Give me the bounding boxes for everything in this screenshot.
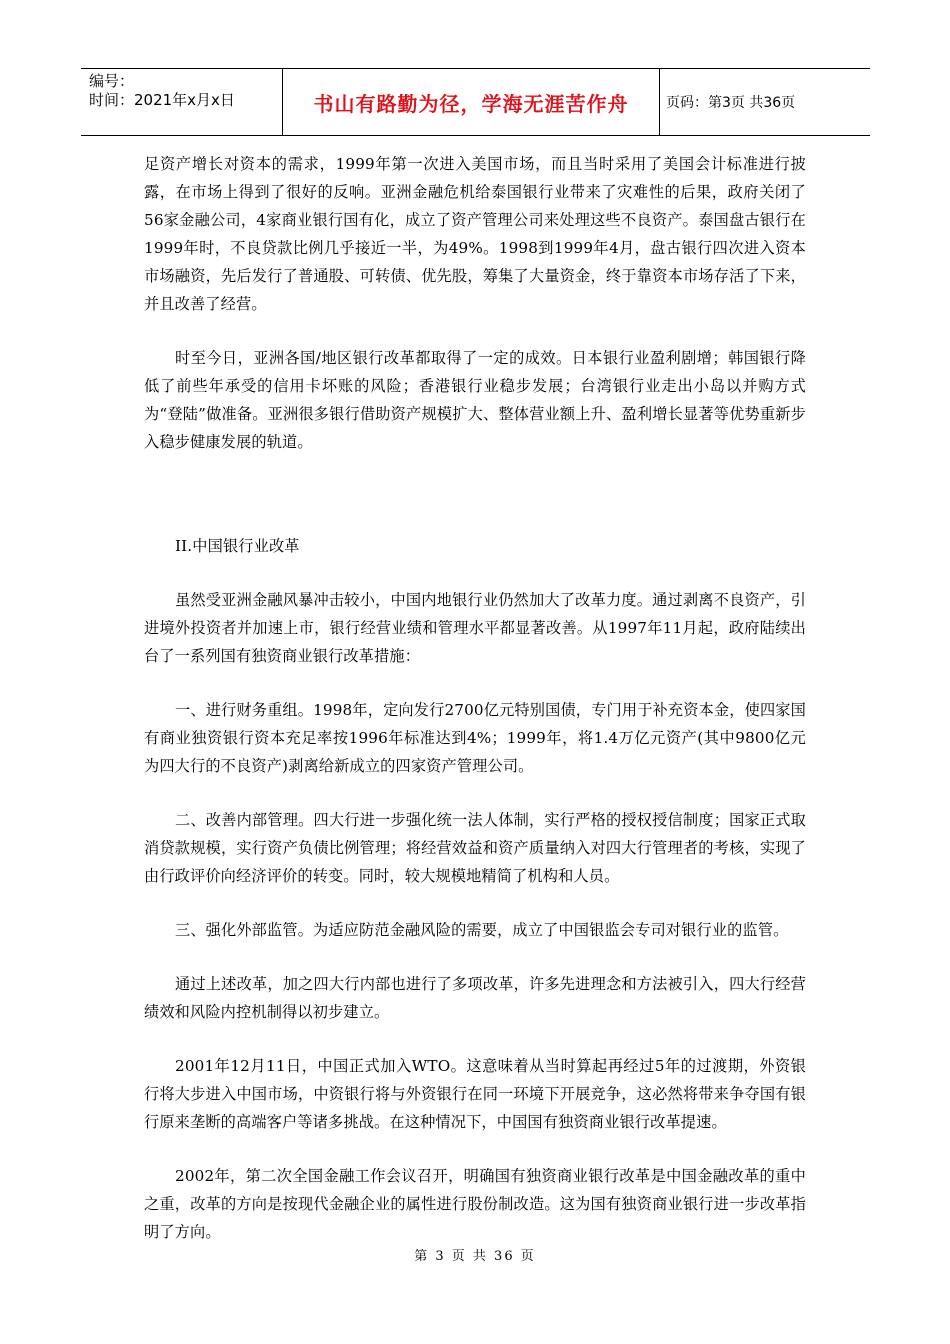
paragraph-2002-conference: 2002年，第二次全国金融工作会议召开，明确国有独资商业银行改革是中国金融改革的重中之重，改革的方向是按现代金融企业的属性进行股份制改造。这为国有独资商业银行进一步改革指明了方向。	[144, 1167, 806, 1241]
header-page-number: 页码：第3页 共36页	[666, 95, 796, 111]
paragraph-reform-summary: 通过上述改革，加之四大行内部也进行了多项改革，许多先进理念和方法被引入，四大行经营绩效和风险内控机制得以初步建立。	[144, 975, 806, 1021]
header-motto: 书山有路勤为径，学海无涯苦作舟	[283, 69, 660, 135]
section-gap	[144, 482, 806, 532]
paragraph-external-supervision: 三、强化外部监管。为适应防范金融风险的需要，成立了中国银监会专司对银行业的监管。	[175, 921, 789, 939]
paragraph-continuation: 足资产增长对资本的需求，1999年第一次进入美国市场，而且当时采用了美国会计标准进行披露，在市场上得到了很好的反响。亚洲金融危机给泰国银行业带来了灾难性的后果，政府关闭了56家金融公司，4家商业银行国有化，成立了资产管理公司来处理这些不良资产。泰国盘古银行在1999年时，不良贷款比例几乎接近一半，为49%。1998到1999年4月，盘古银行四次进入资本市场融资，先后发行了普通股、可转债、优先股，筹集了大量资金，终于靠资本市场存活了下来，并且改善了经营。	[144, 155, 806, 313]
header-meta-cell	[81, 69, 283, 135]
document-body	[144, 150, 806, 1272]
document-time-label: 时间：2021年x月x日	[89, 91, 235, 109]
page-header	[81, 68, 870, 136]
paragraph-asia-results: 时至今日，亚洲各国/地区银行改革都取得了一定的成效。日本银行业盈利剧增；韩国银行降低了前些年承受的信用卡坏账的风险；香港银行业稳步发展；台湾银行业走出小岛以并购方式为“登陆”做准备。亚洲很多银行借助资产规模扩大、整体营业额上升、盈利增长显著等优势重新步入稳步健康发展的轨道。	[144, 349, 806, 451]
document-number-label: 编号：	[89, 72, 135, 90]
page-footer: 第 3 页 共 36 页	[414, 1249, 536, 1264]
paragraph-financial-restructuring: 一、进行财务重组。1998年，定向发行2700亿元特别国债，专门用于补充资本金，使四家国有商业独资银行资本充足率按1996年标准达到4%；1999年，将1.4万亿元资产(其中9800亿元为四大行的不良资产)剥离给新成立的四家资产管理公司。	[144, 701, 806, 775]
section-heading: II.中国银行业改革	[175, 537, 300, 555]
paragraph-wto-entry: 2001年12月11日，中国正式加入WTO。这意味着从当时算起再经过5年的过渡期，外资银行将大步进入中国市场，中资银行将与外资银行在同一环境下开展竞争，这必然将带来争夺国有银行原来垄断的高端客户等诸多挑战。在这种情况下，中国国有独资商业银行改革提速。	[144, 1057, 806, 1131]
paragraph-china-intro: 虽然受亚洲金融风暴冲击较小，中国内地银行业仍然加大了改革力度。通过剥离不良资产，引进境外投资者并加速上市，银行经营业绩和管理水平都显著改善。从1997年11月起，政府陆续出台了一系列国有独资商业银行改革措施：	[144, 591, 806, 665]
paragraph-internal-management: 二、改善内部管理。四大行进一步强化统一法人体制，实行严格的授权授信制度；国家正式取消贷款规模，实行资产负债比例管理；将经营效益和资产质量纳入对四大行管理者的考核，实现了由行政评价向经济评价的转变。同时，较大规模地精简了机构和人员。	[144, 811, 806, 885]
